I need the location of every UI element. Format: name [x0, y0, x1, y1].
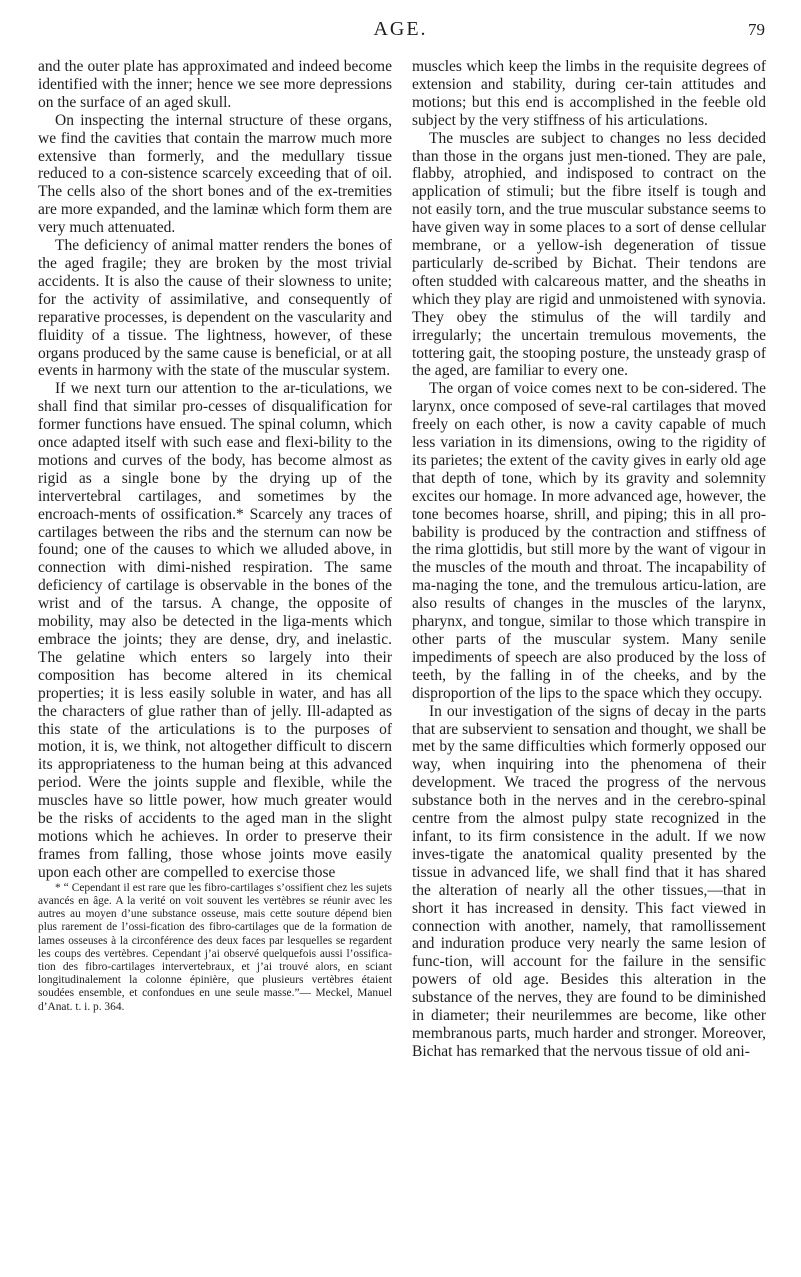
page-title: AGE.	[373, 18, 428, 40]
paragraph: The muscles are subject to changes no less decided than those in the organs just men-tioned. They are pale, flabby, atrophied, and indisposed to contract on the application of stimuli; but the fibre itself is tough and not easily torn, and the true muscular substance seems to have given way in some places to a sort of dense cellular membrane, or a yellow-ish degeneration of tissue particularly de-scribed by Bichat. Their tendons are often studded with calcareous matter, and the sheaths in which they play are rigid and unmoistened with synovia. They obey the stimulus of the will tardily and irregularly; the uncertain tremulous movements, the tottering gait, the stooping posture, the unsteady grasp of the aged, are familiar to every one.	[412, 129, 766, 380]
paragraph: If we next turn our attention to the ar-ticulations, we shall find that similar pro-cesses of disqualification for former functions have ensued. The spinal column, which once adapted itself with such ease and flexi-bility to the motions and curves of the body, has become almost as rigid as a single bone by the drying up of the intervertebral cartilages, and sometimes by the encroach-ments of ossification.* Scarcely any traces of cartilages between the ribs and the sternum can now be found; one of the causes to which we alluded above, in connection with dimi-nished respiration. The same deficiency of cartilage is observable in the bones of the wrist and of the tarsus. A change, the opposite of mobility, may also be detected in the liga-ments which embrace the joints; they are dense, dry, and inelastic. The gelatine which enters so largely into their composition has become altered in its chemical properties; it is less easily soluble in water, and has all the characters of glue rather than of jelly. Ill-adapted as this state of the articulations is to the purposes of motion, it is, we think, not altogether difficult to discern its appropriateness to the human being at this advanced period. Were the joints supple and flexible, while the muscles have so little power, how much greater would be the risks of accidents to the aged man in the slight motions which he achieves. In order to preserve their frames from falling, those whose joints move easily upon each other are compelled to exercise those	[38, 380, 392, 881]
paragraph: On inspecting the internal structure of these organs, we find the cavities that contain the marrow much more extensive than formerly, and the medullary tissue reduced to a con-sistence scarcely exceeding that of oil. The cells also of the short bones and of the ex-tremities are more expanded, and the laminæ which form them are very much attenuated.	[38, 111, 392, 237]
paragraph: In our investigation of the signs of decay in the parts that are subservient to sensation and thought, we shall be met by the same difficulties which formerly opposed our way, when inquiring into the phenomena of their development. We traced the progress of the nervous substance both in the nerves and in the cerebro-spinal centre from the almost pulpy state recognized in the infant, to its firm consistence in the adult. If we now inves-tigate the anatomical quality presented by the tissue in advanced life, we shall find that it has shared the alteration of nearly all the other tissues,—that in short it has increased in density. This fact viewed in connection with another, namely, that ramollissement and induration produce very nearly the same lesion of func-tion, will account for the failure in the sensific powers of old age. Besides this alteration in the substance of the nerves, they are found to be diminished in diameter; their neurilemmes are become, like other membranous parts, much harder and stronger. Moreover, Bichat has remarked that the nervous tissue of old ani-	[412, 702, 766, 1060]
paragraph: The deficiency of animal matter renders the bones of the aged fragile; they are broken by the most trivial accidents. It is also the cause of their slowness to unite; for the activity of assimilative, and consequently of reparative processes, is dependent on the vascularity and fluidity of a tissue. The lightness, however, of these organs produced by the same cause is beneficial, or at all events in harmony with the state of the muscular system.	[38, 237, 392, 380]
right-column	[412, 58, 766, 1061]
left-column	[38, 58, 392, 1014]
page-number: 79	[748, 20, 765, 39]
footnote: * “ Cependant il est rare que les fibro-cartilages s’ossifient chez les sujets avancés en âge. A la verité on voit souvent les vertèbres se réunir avec les autres au moyen d’une substance osseuse, mais cette souture dépend bien plus rarement de l’ossi-fication des fibro-cartilages que de la formation de lames osseuses à la circonférence des deux faces par lesquelles se regardent les coups des vertèbres. Cependant j’ai observé quelquefois aussi l’ossifica-tion des fibro-cartilages intervertebraux, et j’ai trouvé alors, en sciant longitudinalement la colonne épinière, que plusieurs vertèbres étaient soudées ensemble, et confondues en une seule masse.”— Meckel, Manuel d’Anat. t. i. p. 364.	[38, 881, 392, 1013]
paragraph: and the outer plate has approximated and indeed become identified with the inner; hence we see more depressions on the surface of an aged skull.	[38, 58, 392, 111]
paragraph: muscles which keep the limbs in the requisite degrees of extension and stability, during cer-tain attitudes and motions; but this end is accomplished in the feeble old subject by the very stiffness of his articulations.	[412, 58, 766, 129]
paragraph: The organ of voice comes next to be con-sidered. The larynx, once composed of seve-ral cartilages that moved freely on each other, is now a cavity capable of much less variation in its dimensions, owing to the rigidity of its parietes; the extent of the cavity gives in early old age that depth of tone, which by its gravity and solemnity excites our homage. In more advanced age, however, the tone becomes hoarse, shrill, and piping; this in all pro-bability is produced by the contraction and stiffness of the rima glottidis, but still more by the want of vigour in the muscles of the mouth and throat. The incapability of ma-naging the tone, and the tremulous articu-lation, are also results of changes in the muscles of the larynx, pharynx, and tongue, similar to those which transpire in other parts of the muscular system. Many senile impediments of speech are also produced by the loss of teeth, by the falling in of the cheeks, and by the disproportion of the lips to the space which they occupy.	[412, 380, 766, 702]
running-head	[0, 18, 801, 44]
